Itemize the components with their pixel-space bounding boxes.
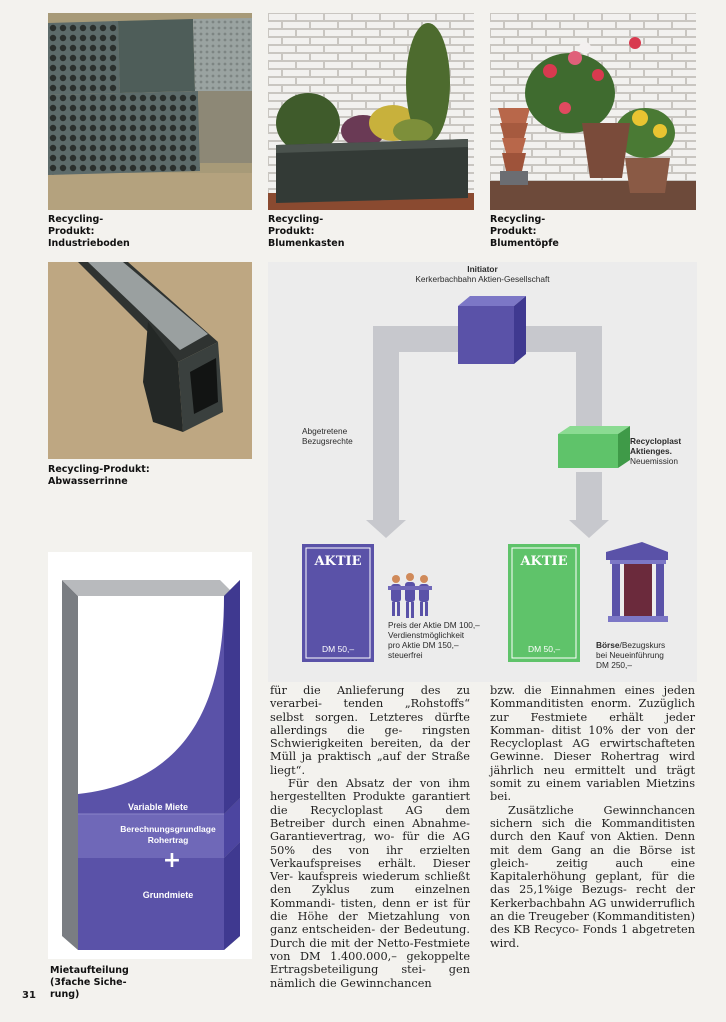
aktie-left-price: DM 50,– — [321, 644, 355, 654]
recycloplast-block-icon — [558, 426, 630, 468]
aktie-right-label: AKTIE — [520, 554, 568, 569]
boerse-text — [596, 630, 665, 670]
paragraph: Für den Absatz der von ihm hergestellten Produkte garantiert die Recycloplast AG dem Betreiber durch einen Abnahme-Garantievertrag, wo- für die AG 50% des von ihr erzielten Verkaufspreises erhält. Dieser Ver- kaufspreis wiederum schließt den Zyklus zum einzelnen Kommandi- tisten, denn er ist für die Höhe der Mietzahlung von ganz entscheiden- der Bedeutung. Durch die mit der Netto-Festmiete von DM 1.400.000,– gekoppelte Ertragsbeteiligung stei- gen nämlich die Gewinnchancen — [270, 777, 470, 990]
caption-industrieboden: Recycling- Produkt: Industrieboden — [48, 214, 130, 249]
shareholders-icon — [388, 573, 432, 618]
recycloplast-name: Recycloplast Aktienges. — [630, 436, 682, 456]
initiator-title: Initiator — [467, 264, 498, 274]
left-route-label: Abgetretene Bezugsrechte — [302, 426, 353, 446]
initiator-company: Kerkerbachbahn Aktien-Gesellschaft — [415, 274, 550, 284]
caption-blumenkasten: Recycling- Produkt: Blumenkasten — [268, 214, 345, 249]
boerse-label: Börse — [596, 640, 620, 650]
page-number: 31 — [22, 990, 36, 1001]
variable-rent-label: Variable Miete — [127, 802, 189, 812]
aktie-right-price: DM 50,– — [527, 644, 561, 654]
photo-blumenkasten — [268, 13, 474, 210]
photo-blumentoepfe — [490, 13, 696, 210]
photo-abwasserrinne — [48, 262, 252, 459]
calculation-basis-label: Berechnungsgrundlage Rohertrag — [120, 824, 216, 845]
text-column-1 — [270, 684, 470, 990]
caption-blumentoepfe: Recycling- Produkt: Blumentöpfe — [490, 214, 559, 249]
rent-diagram — [48, 552, 252, 959]
plus-icon: + — [162, 848, 182, 873]
base-rent-label: Grundmiete — [142, 890, 194, 900]
initiator-cube-icon — [458, 296, 526, 364]
boerse-temple-icon — [606, 542, 668, 622]
caption-abwasserrinne: Recycling-Produkt: Abwasserrinne — [48, 464, 150, 487]
boerse-price-text: /Bezugskurs bei Neueinführung DM 250,– — [596, 640, 666, 670]
aktie-left-label: AKTIE — [314, 554, 362, 569]
emission-diagram — [268, 262, 697, 682]
text-column-2 — [490, 684, 695, 950]
paragraph: für die Anlieferung des zu verarbei- tenden „Rohstoffs“ selbst sorgen. Letzteres dürfte allerdings die ge- ringsten Schwierigkeiten bereiten, da der Müll ja praktisch „auf der Straße liegt“. — [270, 684, 470, 777]
recycloplast-label — [630, 426, 681, 466]
shareholder-price-text: Preis der Aktie DM 100,– Verdienstmöglichkeit pro Aktie DM 150,– steuerfrei — [388, 620, 480, 660]
neuemission-label: Neuemission — [630, 456, 678, 466]
caption-mietaufteilung: Mietaufteilung (3fache Siche- rung) — [50, 965, 129, 1000]
paragraph: Zusätzliche Gewinnchancen sichern sich die Kommanditisten durch den Kauf von Aktien. Denn mit dem Gang an die Börse ist gleich- zeitig auch eine Kapitalerhöhung geplant, für die das 25,1%ige Bezugs- recht der Kerkerbachbahn AG unwiderruflich an die Treugeber (Kommanditisten) des KB Recyco- Fonds 1 abgetreten wird. — [490, 803, 695, 950]
paragraph: bzw. die Einnahmen eines jeden Kommanditisten enorm. Zuzüglich zur Festmiete erhält jeder Komman- ditist 10% der von der Recycloplast AG erwirtschafteten Gewinne. Dieser Rohertrag wird jährlich neu ermittelt und trägt somit zu einem variablen Mietzins bei. — [490, 684, 695, 804]
photo-industrieboden — [48, 13, 252, 210]
